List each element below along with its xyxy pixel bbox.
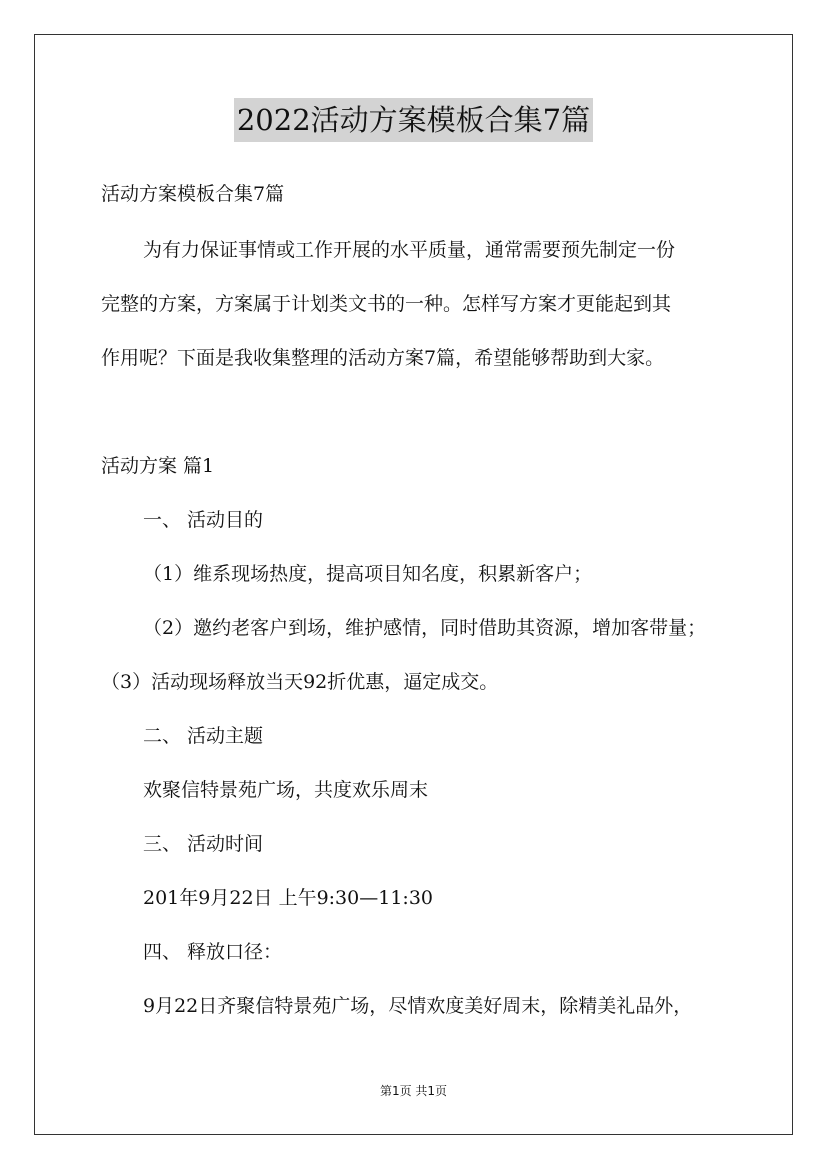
heading-purpose: 一、 活动目的 <box>143 509 264 531</box>
heading-theme: 二、 活动主题 <box>143 725 264 747</box>
page-footer: 第1页 共1页 <box>379 1084 448 1098</box>
intro-line-1: 为有力保证事情或工作开展的水平质量，通常需要预先制定一份 <box>143 239 676 261</box>
intro-line-2: 完整的方案，方案属于计划类文书的一种。怎样写方案才更能起到其 <box>101 293 672 315</box>
document-subtitle: 活动方案模板合集7篇 <box>101 183 285 205</box>
document-title: 2022活动方案模板合集7篇 <box>234 98 593 142</box>
heading-time: 三、 活动时间 <box>143 833 264 855</box>
theme-text: 欢聚信特景苑广场，共度欢乐周末 <box>143 779 429 801</box>
intro-line-3: 作用呢？下面是我收集整理的活动方案7篇，希望能够帮助到大家。 <box>101 347 665 369</box>
title-container <box>0 98 827 142</box>
purpose-item-2: （2）邀约老客户到场，维护感情，同时借助其资源，增加客带量； <box>143 617 707 639</box>
release-text: 9月22日齐聚信特景苑广场，尽情欢度美好周末，除精美礼品外， <box>143 995 693 1017</box>
purpose-item-3: （3）活动现场释放当天92折优惠，逼定成交。 <box>101 671 499 693</box>
section-heading: 活动方案 篇1 <box>101 455 215 477</box>
purpose-item-1: （1）维系现场热度，提高项目知名度，积累新客户； <box>143 563 593 585</box>
heading-release: 四、 释放口径： <box>143 941 283 963</box>
time-text: 201年9月22日 上午9:30—11:30 <box>143 887 433 909</box>
